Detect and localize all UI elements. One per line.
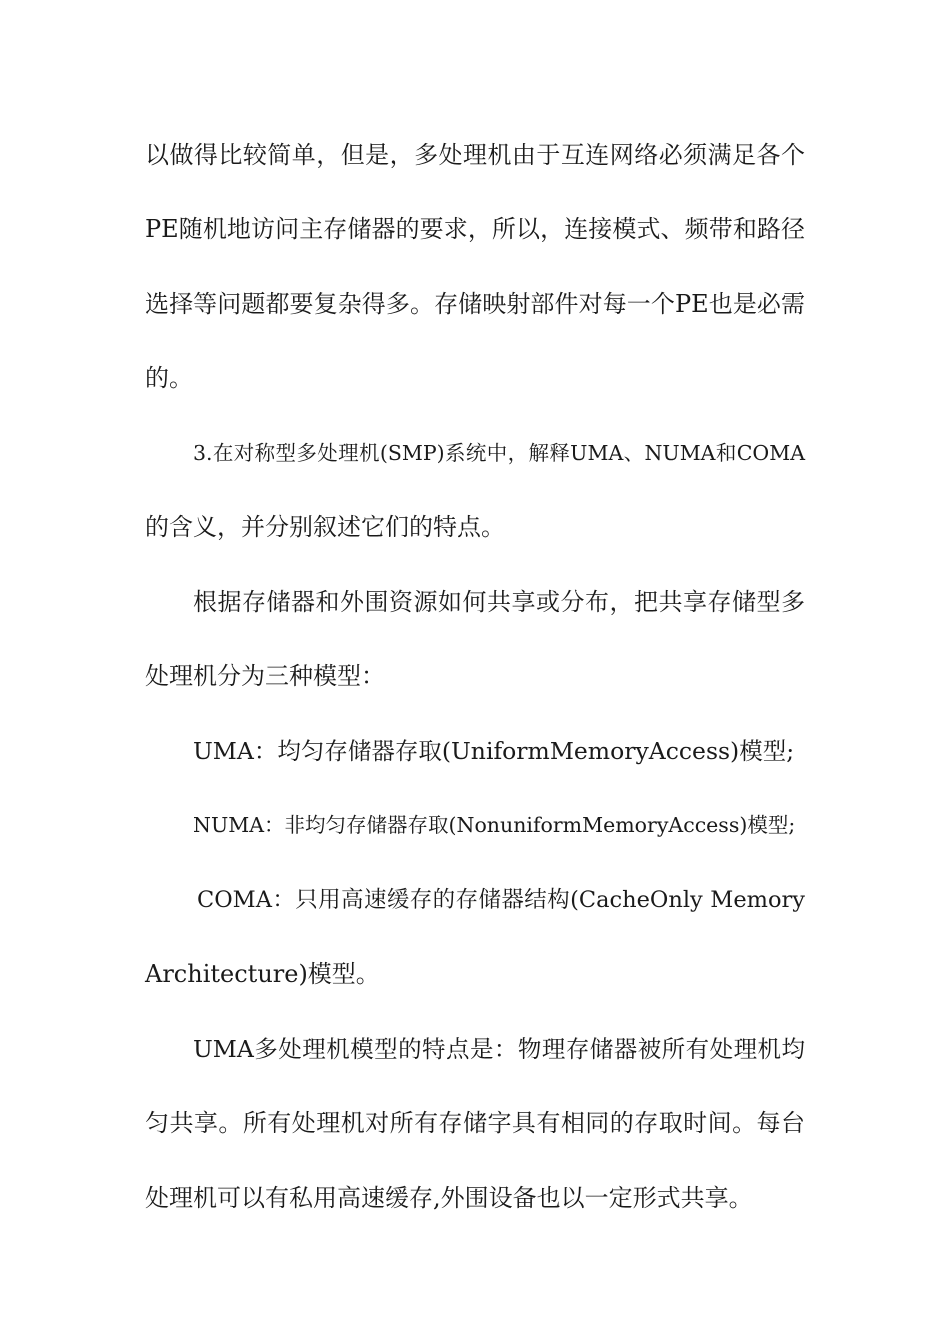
text-line: PE随机地访问主存储器的要求，所以，连接模式、频带和路径: [145, 215, 805, 243]
text-line: 选择等问题都要复杂得多。存储映射部件对每一个PE也是必需: [145, 290, 805, 318]
paragraph-start: 根据存储器和外围资源如何共享或分布，把共享存储型多: [193, 588, 805, 616]
text-line: 处理机分为三种模型：: [145, 662, 385, 690]
text-line: 的含义，并分别叙述它们的特点。: [145, 513, 505, 541]
text-line: Architecture)模型。: [145, 960, 380, 988]
text-line: 匀共享。所有处理机对所有存储字具有相同的存取时间。每台: [145, 1109, 805, 1137]
text-line: 的。: [145, 364, 193, 392]
paragraph-start: UMA多处理机模型的特点是：物理存储器被所有处理机均: [193, 1035, 805, 1063]
numa-definition: NUMA：非均匀存储器存取(NonuniformMemoryAccess)模型;: [193, 813, 796, 837]
text-line: 处理机可以有私用高速缓存,外围设备也以一定形式共享。: [145, 1184, 753, 1212]
question-heading: 3.在对称型多处理机(SMP)系统中，解释UMA、NUMA和COMA: [193, 441, 805, 465]
uma-definition: UMA：均匀存储器存取(UniformMemoryAccess)模型;: [193, 737, 795, 765]
coma-definition: COMA：只用高速缓存的存储器结构(CacheOnly Memory: [197, 887, 805, 913]
text-line: 以做得比较简单，但是，多处理机由于互连网络必须满足各个: [145, 141, 805, 169]
